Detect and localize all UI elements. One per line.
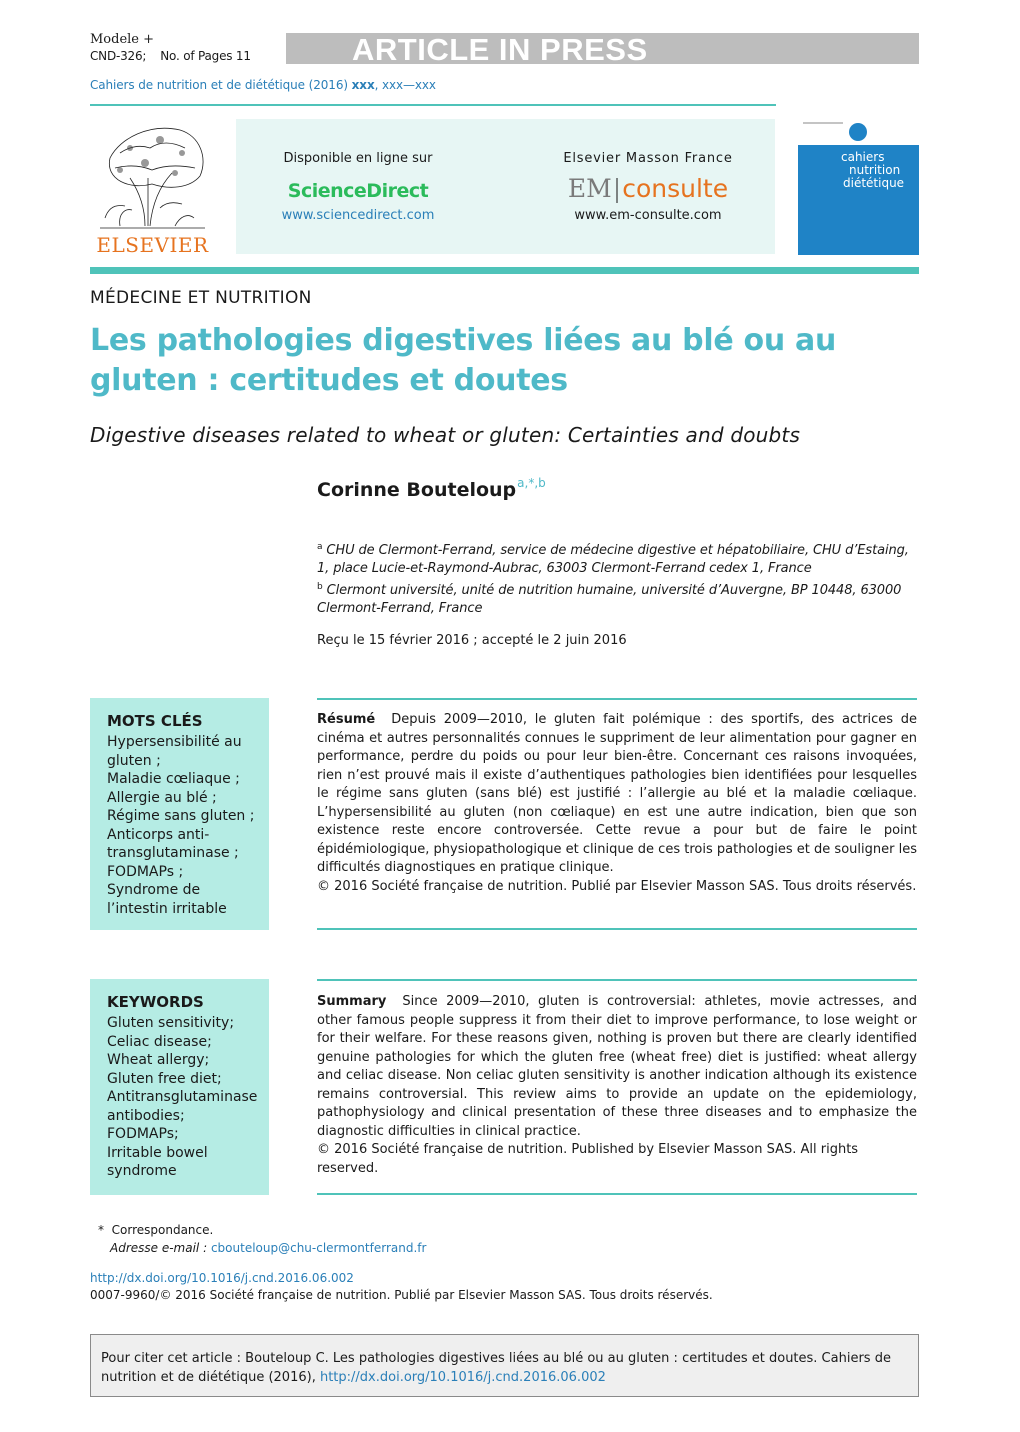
keyword-item: Allergie au blé ; [107,789,217,806]
author-affiliation-marks[interactable]: a,*,b [517,476,546,490]
citation-text: Pour citer cet article : Bouteloup C. Les pathologies digestives liées au blé ou au gluten : certitudes et doutes. Cahiers de nutrition et de diététique (2016), [101,1351,891,1385]
summary-copyright: © 2016 Société française de nutrition. Published by Elsevier Masson SAS. All rights reserved. [317,1142,859,1176]
available-online-label: Disponible en ligne sur [283,151,433,166]
resume-top-rule [317,698,917,700]
affiliation-a: $^a$ CHU de Clermont-Ferrand, service de médecine digestive et hépatobiliaire, CHU d’Estaing, 1, place Lucie-et-Raymond-Aubrac, 63003 Clermont-Ferrand cedex 1, France [317,542,909,576]
keyword-item: Irritable bowel [107,1144,208,1161]
article-title-fr: Les pathologies digestives liées au blé ou au gluten : certitudes et doutes [90,323,837,398]
correspondence-note: * Correspondance. Adresse e-mail : cbouteloup@chu-clermontferrand.fr [98,1223,427,1255]
journal-reference[interactable]: Cahiers de nutrition et de diététique (2016) xxx, xxx—xxx [90,78,436,92]
affiliation-b: $^b$ Clermont université, unité de nutrition humaine, université d’Auvergne, BP 10448, 63000 Clermont-Ferrand, France [317,582,902,616]
keyword-item: antibodies; [107,1107,185,1124]
resume-label: Résumé [317,712,376,727]
manuscript-info [90,48,265,64]
keyword-item: l’intestin irritable [107,900,227,917]
resume-text: Depuis 2009—2010, le gluten fait polémique : des sportifs, des actrices de cinéma et autres personnalités connues le suppriment de leur alimentation pour gagner en performance, perdre du poids ou pour leur bien-être. Concernant ces raisons invoquées, rien n’est prouvé mais il existe d’authentiques pathologies bien identifiées pour lesquelles le régime sans gluten (sans blé) est justifié : l’allergie au blé et la maladie cœliaque. L’hypersensibilité au gluten (non cœliaque) en est une autre indication, bien que son existence reste encore controversée. Cette revue a pour but de faire le point épidémiologique, physiopathologique et clinique de ces trois pathologies et de souligner les difficultés diagnostiques en pratique clinique. [317,712,917,875]
keyword-item: Wheat allergy; [107,1052,210,1068]
elsevier-wordmark: ELSEVIER [96,233,209,257]
article-title-en: Digestive diseases related to wheat or gluten: Certainties and doubts [90,423,801,447]
keyword-item: Anticorps anti- [107,826,210,843]
summary-abstract [317,993,917,1178]
article-in-press-banner: ARTICLE IN PRESS [286,33,919,64]
summary-text: Since 2009—2010, gluten is controversial: athletes, movie actresses, and other famous people suppress it from their diet to improve performance, to lose weight or for their welfare. For these reasons given, nothing is proven but there are clearly identified genuine pathologies for which the gluten free (wheat free) diet is justified: wheat allergy and celiac disease. Non celiac gluten sensitivity is another indication although its existence remains controversial. This review aims to provide an update on the epidemiology, pathophysiology and clinical presentation of these three diseases and to emphasize the diagnostic difficulties in clinical practice. [317,994,917,1139]
cnd-code: CND-326; [90,49,147,63]
em-consulte-logo: EM|consulte [567,174,729,203]
keyword-item: FODMAPs ; [107,863,184,880]
em-consulte-link[interactable]: www.em-consulte.com [574,208,722,223]
page-count: No. of Pages 11 [160,49,251,63]
keyword-item: Antitransglutaminase [107,1089,258,1105]
keywords-list [107,1014,269,1181]
header-rule [90,267,919,274]
keyword-item: Syndrome de [107,882,201,898]
keyword-item: FODMAPs; [107,1126,179,1142]
cover-header-strip [798,105,919,145]
summary-label: Summary [317,994,387,1009]
keywords-box [90,979,269,1195]
mots-cles-box [90,698,269,930]
citation-doi-link[interactable]: http://dx.doi.org/10.1016/j.cnd.2016.06.002 [319,1369,606,1385]
citation-box [90,1334,919,1397]
resume-copyright: © 2016 Société française de nutrition. Publié par Elsevier Masson SAS. Tous droits réservés. [317,878,917,894]
affiliations [317,538,917,618]
modele-label: Modele + [90,32,155,47]
keywords-heading: KEYWORDS [107,993,204,1011]
keyword-item: Hypersensibilité au [107,734,242,750]
keyword-item: transglutaminase ; [107,845,239,861]
doi-link[interactable]: http://dx.doi.org/10.1016/j.cnd.2016.06.002 [90,1271,354,1285]
keyword-item: Maladie cœliaque ; [107,771,240,787]
cover-title: cahiers nutrition diététique [841,150,905,190]
keyword-item: Celiac disease; [107,1033,212,1050]
mots-cles-list [107,733,269,918]
resume-abstract [317,711,917,896]
elsevier-masson-label: Elsevier Masson France [563,151,733,166]
author-email-link[interactable]: cbouteloup@chu-clermontferrand.fr [210,1241,427,1255]
sciencedirect-logo: ScienceDirect [287,180,429,202]
keyword-item: Gluten free diet; [107,1070,222,1087]
summary-top-rule [317,979,917,981]
summary-bottom-rule [317,1193,917,1195]
top-rule [90,104,776,106]
journal-cover [798,105,919,255]
issn-copyright: 0007-9960/© 2016 Société française de nutrition. Publié par Elsevier Masson SAS. Tous droits réservés. [90,1288,713,1302]
received-dates: Reçu le 15 février 2016 ; accepté le 2 juin 2016 [317,633,627,648]
keyword-item: Gluten sensitivity; [107,1015,235,1031]
keyword-item: gluten ; [107,752,161,769]
keyword-item: Régime sans gluten ; [107,808,255,824]
author-name[interactable]: Corinne Bouteloup$^{a,*,b}$ [317,476,546,501]
resume-bottom-rule [317,928,917,930]
mots-cles-heading: MOTS CLÉS [107,712,203,730]
sciencedirect-link[interactable]: www.sciencedirect.com [281,208,435,223]
section-label: MÉDECINE ET NUTRITION [90,288,312,308]
keyword-item: syndrome [107,1163,177,1179]
sfn-logo-icon [798,105,919,145]
